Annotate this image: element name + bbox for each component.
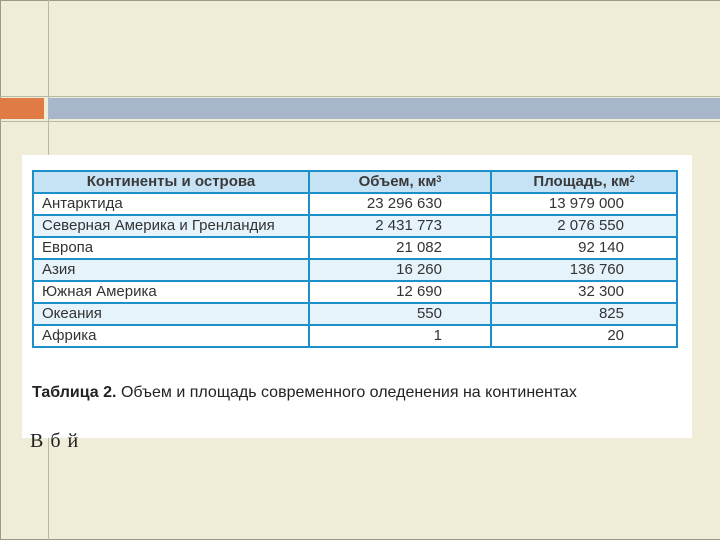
slide-accent-orange <box>0 98 44 119</box>
table-caption <box>32 384 577 402</box>
table-row <box>33 281 677 303</box>
cell-volume: 1 <box>309 325 491 347</box>
table-row <box>33 193 677 215</box>
table-row <box>33 325 677 347</box>
slide-border-top <box>0 0 720 1</box>
cell-area: 32 300 <box>491 281 677 303</box>
table-header-row <box>33 171 677 193</box>
cell-area: 825 <box>491 303 677 325</box>
cell-area: 13 979 000 <box>491 193 677 215</box>
slide-title-rule-bottom <box>0 121 720 122</box>
cell-region: Африка <box>33 325 309 347</box>
cell-volume: 550 <box>309 303 491 325</box>
cropped-text-line: В б й <box>30 430 80 452</box>
cell-volume: 2 431 773 <box>309 215 491 237</box>
slide-border-left <box>0 0 1 540</box>
cell-area: 136 760 <box>491 259 677 281</box>
cell-region: Северная Америка и Гренландия <box>33 215 309 237</box>
cell-area: 2 076 550 <box>491 215 677 237</box>
table-image-panel <box>22 155 692 452</box>
cell-volume: 21 082 <box>309 237 491 259</box>
cell-area: 20 <box>491 325 677 347</box>
cell-region: Азия <box>33 259 309 281</box>
table-row <box>33 303 677 325</box>
cell-region: Европа <box>33 237 309 259</box>
cell-volume: 12 690 <box>309 281 491 303</box>
table-row <box>33 259 677 281</box>
cell-volume: 23 296 630 <box>309 193 491 215</box>
caption-label: Таблица 2. <box>32 384 117 401</box>
cell-region: Океания <box>33 303 309 325</box>
cell-area: 92 140 <box>491 237 677 259</box>
cell-volume: 16 260 <box>309 259 491 281</box>
table-row <box>33 237 677 259</box>
header-area: Площадь, $км^2$ <box>491 171 677 193</box>
glaciation-table <box>32 170 678 348</box>
header-volume: Объем, $км^3$ <box>309 171 491 193</box>
slide-title-rule-top <box>0 96 720 97</box>
header-continents: Континенты и острова <box>33 171 309 193</box>
cell-region: Южная Америка <box>33 281 309 303</box>
table-row <box>33 215 677 237</box>
slide-accent-blue <box>48 98 720 119</box>
caption-text: Объем и площадь современного оледенения на континентах <box>120 384 577 401</box>
cell-region: Антарктида <box>33 193 309 215</box>
